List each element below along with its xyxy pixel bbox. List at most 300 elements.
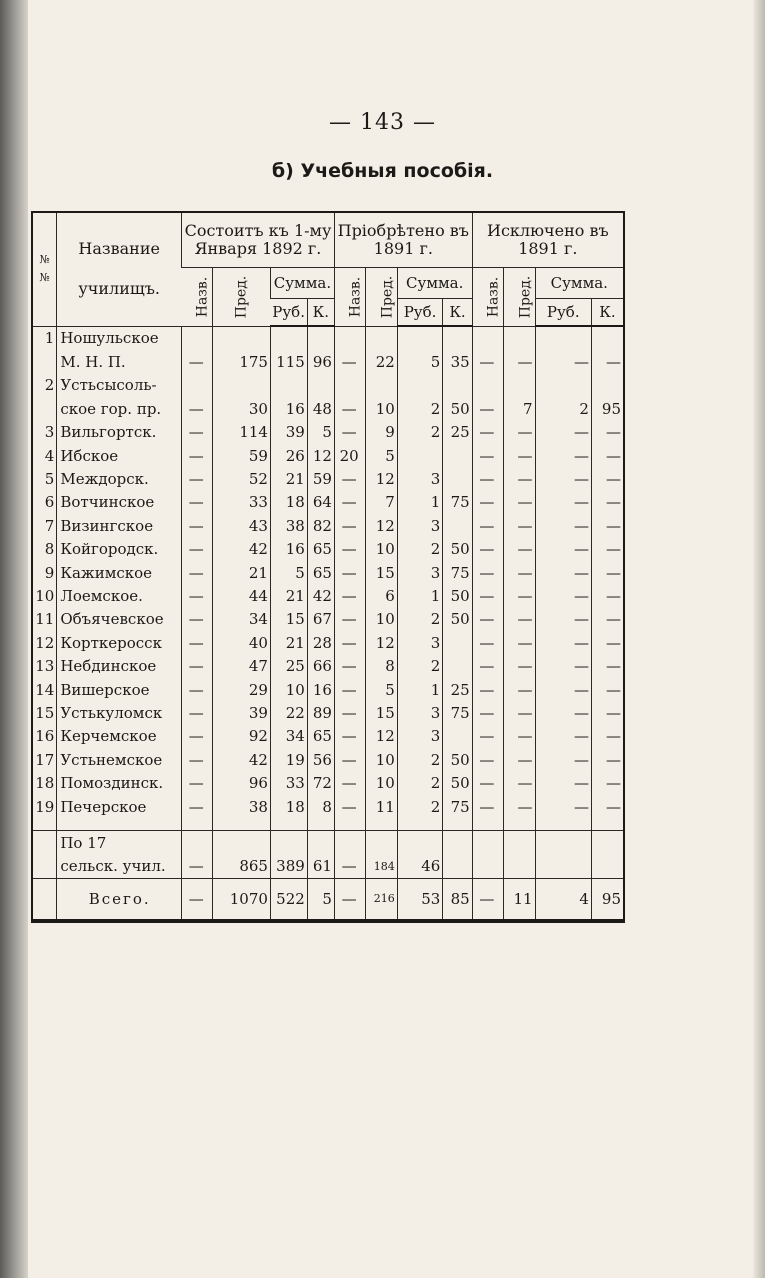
cell-value (443, 444, 472, 467)
cell-value: — (182, 584, 213, 607)
cell-value: 18 (270, 491, 307, 514)
cell-value (213, 374, 270, 397)
cell-value: — (182, 421, 213, 444)
cell-value: 2 (397, 654, 443, 677)
cell-value: — (472, 878, 503, 919)
cell-value: — (182, 608, 213, 631)
cell-value: 7 (504, 397, 535, 420)
cell-value: — (334, 878, 365, 919)
table-row (33, 491, 623, 514)
cell-value: — (182, 467, 213, 490)
subtotal-label: По 17 (57, 831, 182, 855)
cell-value (443, 818, 472, 831)
cell-value: 865 (213, 855, 270, 879)
table-row (33, 795, 623, 818)
row-number: 11 (35, 610, 55, 629)
cell-value: — (591, 584, 623, 607)
school-name: Междорск. (57, 467, 182, 490)
cell-value: 2 (397, 748, 443, 771)
row-number (33, 818, 57, 831)
cell-value (443, 725, 472, 748)
cell-value: 522 (270, 878, 307, 919)
cell-value: — (535, 561, 591, 584)
cell-value: 12 (366, 631, 397, 654)
school-name: ское гор. пр. (57, 397, 182, 420)
cell-value: — (504, 701, 535, 724)
row-number: 16 (35, 727, 55, 746)
cell-value: — (535, 467, 591, 490)
cell-value: 65 (307, 538, 334, 561)
cell-value: 20 (334, 444, 365, 467)
cell-value: 12 (366, 467, 397, 490)
cell-value (334, 831, 365, 855)
table-row (33, 771, 623, 794)
cell-value: — (182, 701, 213, 724)
cell-value: — (591, 771, 623, 794)
cell-value: — (334, 561, 365, 584)
school-name: Устьсысоль- (57, 374, 182, 397)
cell-value (504, 326, 535, 350)
header-nazv-3: Назв. (472, 268, 503, 327)
cell-value (535, 855, 591, 879)
cell-value: 2 (397, 538, 443, 561)
cell-value: 89 (307, 701, 334, 724)
cell-value: — (504, 725, 535, 748)
row-number: 13 (35, 657, 55, 676)
cell-value (334, 374, 365, 397)
cell-value: 42 (213, 538, 270, 561)
cell-value: 12 (366, 725, 397, 748)
cell-value: 9 (366, 421, 397, 444)
school-name: Кажимское (57, 561, 182, 584)
cell-value (443, 855, 472, 879)
page-edge-shadow (0, 0, 28, 1278)
cell-value (213, 818, 270, 831)
cell-value: 25 (443, 421, 472, 444)
header-number: № № (33, 213, 57, 326)
school-name: Ношульское (57, 326, 182, 350)
school-name: Печерское (57, 795, 182, 818)
cell-value (182, 831, 213, 855)
cell-value: — (472, 514, 503, 537)
cell-value: 34 (270, 725, 307, 748)
cell-value (535, 374, 591, 397)
cell-value: 16 (307, 678, 334, 701)
cell-value: 56 (307, 748, 334, 771)
cell-value: 75 (443, 561, 472, 584)
row-number: 8 (44, 540, 55, 559)
cell-value (397, 374, 443, 397)
cell-value: 3 (397, 631, 443, 654)
cell-value: — (182, 491, 213, 514)
header-rub-3: Руб. (535, 299, 591, 327)
cell-value: — (535, 654, 591, 677)
cell-value: — (182, 397, 213, 420)
cell-value: 175 (213, 350, 270, 373)
cell-value: 34 (213, 608, 270, 631)
cell-value: 42 (213, 748, 270, 771)
cell-value: — (504, 631, 535, 654)
row-number: 18 (35, 774, 55, 793)
cell-value: — (504, 561, 535, 584)
cell-value: — (182, 350, 213, 373)
cell-value: — (535, 584, 591, 607)
cell-value (307, 326, 334, 350)
row-number: 4 (44, 446, 55, 465)
cell-value (366, 818, 397, 831)
cell-value (443, 326, 472, 350)
school-name: Лоемское. (57, 584, 182, 607)
cell-value (472, 818, 503, 831)
school-name: Вишерское (57, 678, 182, 701)
cell-value: 11 (504, 878, 535, 919)
row-number: 14 (35, 680, 55, 699)
cell-value (535, 818, 591, 831)
cell-value: — (591, 514, 623, 537)
cell-value: — (472, 678, 503, 701)
cell-value: 65 (307, 561, 334, 584)
cell-value: — (182, 795, 213, 818)
cell-value: 2 (397, 421, 443, 444)
cell-value: — (535, 795, 591, 818)
cell-value (397, 831, 443, 855)
cell-value: 44 (213, 584, 270, 607)
cell-value: — (472, 654, 503, 677)
cell-value: — (504, 538, 535, 561)
cell-value: 67 (307, 608, 334, 631)
cell-value: 389 (270, 855, 307, 879)
header-summa-1: Сумма. (270, 268, 334, 299)
cell-value: 16 (270, 397, 307, 420)
cell-value: 92 (213, 725, 270, 748)
cell-value: — (472, 421, 503, 444)
cell-value: 22 (270, 701, 307, 724)
cell-value: 75 (443, 491, 472, 514)
header-nazv-1: Назв. (182, 268, 213, 327)
cell-value: — (504, 608, 535, 631)
table-row (33, 561, 623, 584)
cell-value (443, 467, 472, 490)
header-name (57, 213, 182, 326)
cell-value: — (591, 795, 623, 818)
cell-value (443, 374, 472, 397)
cell-value: 15 (366, 701, 397, 724)
cell-value: — (504, 350, 535, 373)
cell-value: — (182, 561, 213, 584)
school-name: Небдинское (57, 654, 182, 677)
row-number (33, 350, 57, 373)
cell-value: — (334, 467, 365, 490)
cell-value: — (334, 350, 365, 373)
cell-value (504, 831, 535, 855)
row-number: 2 (44, 376, 55, 395)
cell-value (472, 374, 503, 397)
cell-value: 5 (366, 444, 397, 467)
cell-value: 39 (270, 421, 307, 444)
cell-value: 25 (270, 654, 307, 677)
cell-value: — (334, 584, 365, 607)
cell-value: — (591, 491, 623, 514)
cell-value: 95 (591, 878, 623, 919)
cell-value: — (591, 444, 623, 467)
cell-value: 50 (443, 397, 472, 420)
table-row (33, 748, 623, 771)
cell-value (213, 326, 270, 350)
cell-value: — (182, 538, 213, 561)
cell-value: 10 (366, 608, 397, 631)
cell-value: 26 (270, 444, 307, 467)
school-name: Помоздинск. (57, 771, 182, 794)
cell-value: 75 (443, 701, 472, 724)
cell-value: 30 (213, 397, 270, 420)
table-row (33, 397, 623, 420)
cell-value: — (334, 748, 365, 771)
cell-value: — (334, 421, 365, 444)
cell-value: 7 (366, 491, 397, 514)
cell-value: 5 (307, 878, 334, 919)
header-group-stock-line1: Состоитъ къ 1-му (184, 221, 332, 240)
cell-value (182, 326, 213, 350)
cell-value: — (334, 514, 365, 537)
cell-value: 3 (397, 701, 443, 724)
cell-value: 3 (397, 514, 443, 537)
cell-value: — (472, 771, 503, 794)
cell-value: 2 (397, 771, 443, 794)
cell-value (443, 514, 472, 537)
cell-value: 12 (307, 444, 334, 467)
header-group-stock-line2: Января 1892 г. (194, 239, 322, 258)
cell-value: 5 (397, 350, 443, 373)
row-number (33, 878, 57, 919)
row-number (33, 831, 57, 855)
cell-value: 96 (307, 350, 334, 373)
header-pred-1: Пред. (213, 268, 270, 327)
cell-value (472, 855, 503, 879)
cell-value (270, 818, 307, 831)
cell-value: 25 (443, 678, 472, 701)
cell-value: — (472, 350, 503, 373)
cell-value (270, 374, 307, 397)
cell-value: 50 (443, 748, 472, 771)
cell-value: 15 (366, 561, 397, 584)
cell-value: — (504, 748, 535, 771)
cell-value: — (182, 748, 213, 771)
cell-value: 50 (443, 538, 472, 561)
cell-value: — (504, 514, 535, 537)
cell-value: — (591, 538, 623, 561)
cell-value: 1 (397, 678, 443, 701)
cell-value: — (504, 444, 535, 467)
cell-value: 82 (307, 514, 334, 537)
cell-value: 12 (366, 514, 397, 537)
cell-value: 50 (443, 771, 472, 794)
cell-value (504, 374, 535, 397)
cell-value: — (535, 678, 591, 701)
table-row (33, 538, 623, 561)
cell-value: 59 (213, 444, 270, 467)
table-row (33, 725, 623, 748)
cell-value: — (334, 538, 365, 561)
header-rub-2: Руб. (397, 299, 443, 327)
row-number (33, 397, 57, 420)
header-group-excluded-line1: Исключено въ (487, 221, 609, 240)
school-name: Вотчинское (57, 491, 182, 514)
cell-value: 1 (397, 584, 443, 607)
table-row (33, 514, 623, 537)
cell-value: 184 (366, 855, 397, 879)
cell-value: 2 (535, 397, 591, 420)
cell-value: — (334, 795, 365, 818)
cell-value: — (334, 608, 365, 631)
cell-value: — (472, 631, 503, 654)
cell-value: — (334, 771, 365, 794)
table-row (33, 855, 623, 879)
cell-value: 85 (443, 878, 472, 919)
cell-value (504, 818, 535, 831)
cell-value: 42 (307, 584, 334, 607)
cell-value: — (504, 795, 535, 818)
school-name: Устьнемское (57, 748, 182, 771)
cell-value: — (182, 878, 213, 919)
cell-value (307, 818, 334, 831)
cell-value: 59 (307, 467, 334, 490)
cell-value (443, 831, 472, 855)
cell-value: 115 (270, 350, 307, 373)
table-row (33, 326, 623, 350)
table-row (33, 421, 623, 444)
cell-value (270, 326, 307, 350)
cell-value: 21 (213, 561, 270, 584)
cell-value (591, 326, 623, 350)
cell-value (397, 818, 443, 831)
header-name-line2: училищъ. (78, 279, 160, 299)
header-summa-3: Сумма. (535, 268, 623, 299)
cell-value: — (472, 397, 503, 420)
cell-value: — (334, 678, 365, 701)
cell-value: — (591, 654, 623, 677)
header-group-excluded (472, 213, 623, 268)
school-name: Керчемское (57, 725, 182, 748)
cell-value: — (182, 631, 213, 654)
row-number: 17 (35, 750, 55, 769)
school-name: Объячевское (57, 608, 182, 631)
cell-value: — (472, 561, 503, 584)
cell-value: — (472, 701, 503, 724)
table-row (33, 584, 623, 607)
cell-value: 33 (213, 491, 270, 514)
cell-value: — (504, 421, 535, 444)
cell-value: — (504, 654, 535, 677)
cell-value (472, 831, 503, 855)
cell-value (366, 831, 397, 855)
cell-value: — (472, 467, 503, 490)
cell-value: — (535, 491, 591, 514)
row-number: 10 (35, 586, 55, 605)
cell-value: — (535, 514, 591, 537)
row-number: 6 (44, 493, 55, 512)
header-rub-1: Руб. (270, 299, 307, 327)
cell-value: — (535, 421, 591, 444)
row-number: 12 (35, 633, 55, 652)
cell-value: 72 (307, 771, 334, 794)
cell-value: 61 (307, 855, 334, 879)
cell-value: — (504, 771, 535, 794)
school-name: М. Н. П. (57, 350, 182, 373)
cell-value: — (334, 491, 365, 514)
cell-value: 28 (307, 631, 334, 654)
cell-value: 33 (270, 771, 307, 794)
cell-value: — (535, 748, 591, 771)
table-row (33, 608, 623, 631)
table-row (33, 350, 623, 373)
cell-value (307, 831, 334, 855)
cell-value: 5 (366, 678, 397, 701)
cell-value: — (334, 855, 365, 879)
row-number: 5 (44, 470, 55, 489)
cell-value: — (182, 654, 213, 677)
cell-value: — (535, 631, 591, 654)
cell-value: 10 (366, 771, 397, 794)
page-number: — 143 — (329, 110, 436, 135)
header-nazv-2: Назв. (334, 268, 365, 327)
cell-value: 46 (397, 855, 443, 879)
header-kop-1: К. (307, 299, 334, 327)
header-group-acquired (334, 213, 472, 268)
cell-value (504, 855, 535, 879)
cell-value: — (472, 748, 503, 771)
cell-value (334, 818, 365, 831)
cell-value (443, 654, 472, 677)
cell-value: — (472, 491, 503, 514)
cell-value: 65 (307, 725, 334, 748)
cell-value (366, 326, 397, 350)
cell-value: 47 (213, 654, 270, 677)
cell-value: 5 (270, 561, 307, 584)
cell-value: 43 (213, 514, 270, 537)
cell-value: 21 (270, 467, 307, 490)
header-pred-2: Пред. (366, 268, 397, 327)
cell-value: — (334, 397, 365, 420)
table-row (33, 878, 623, 919)
cell-value: 6 (366, 584, 397, 607)
cell-value: 21 (270, 584, 307, 607)
cell-value (472, 326, 503, 350)
cell-value (397, 326, 443, 350)
cell-value: 8 (366, 654, 397, 677)
cell-value: — (591, 725, 623, 748)
cell-value: — (535, 608, 591, 631)
cell-value: 5 (307, 421, 334, 444)
cell-value: — (182, 444, 213, 467)
cell-value: — (472, 538, 503, 561)
table-row (33, 701, 623, 724)
table-row (33, 374, 623, 397)
cell-value: 10 (366, 748, 397, 771)
cell-value: 216 (366, 878, 397, 919)
cell-value: — (334, 701, 365, 724)
cell-value: — (591, 421, 623, 444)
cell-value: — (182, 678, 213, 701)
school-name: Корткеросск (57, 631, 182, 654)
cell-value: — (334, 725, 365, 748)
cell-value: 10 (366, 538, 397, 561)
cell-value: — (182, 514, 213, 537)
header-summa-2: Сумма. (397, 268, 472, 299)
table-row (33, 444, 623, 467)
cell-value: 35 (443, 350, 472, 373)
cell-value: — (591, 748, 623, 771)
row-number: 3 (44, 423, 55, 442)
